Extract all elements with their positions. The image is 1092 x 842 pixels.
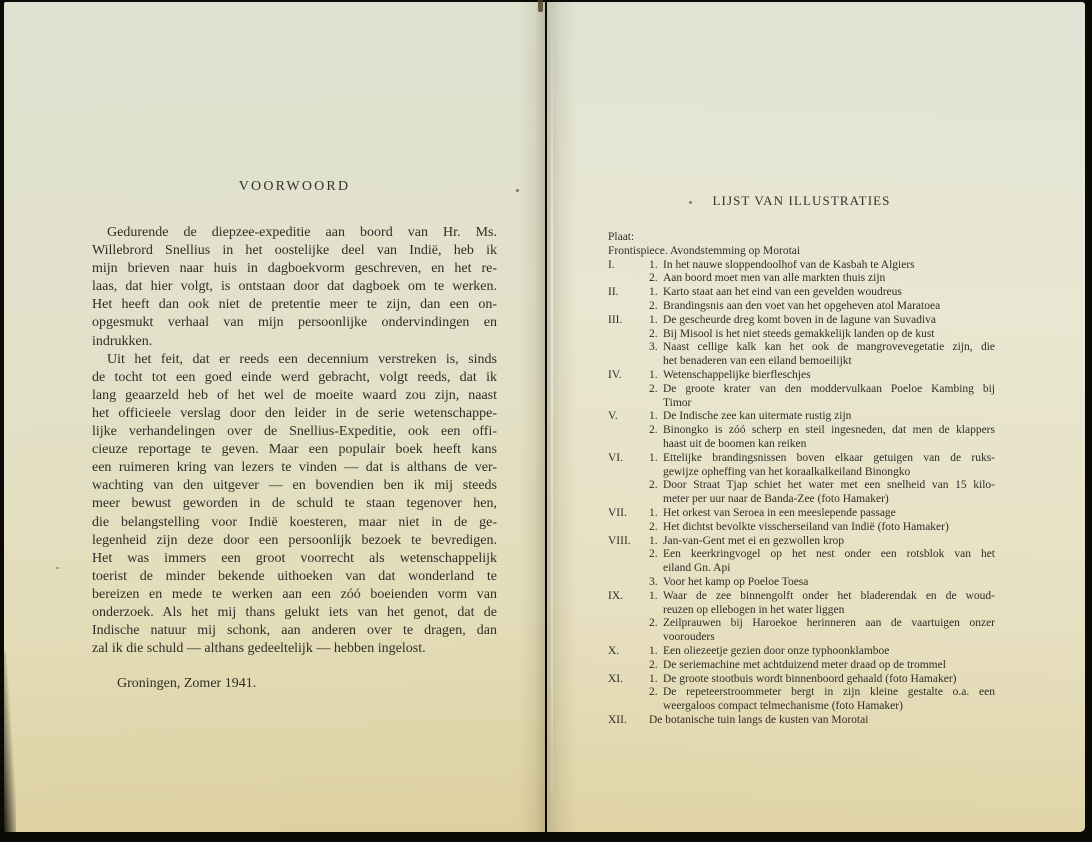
item-number: 1. <box>649 534 658 547</box>
plate-entry <box>608 286 995 314</box>
item-number: 3. <box>649 341 658 354</box>
text-line: meer bewust geworden in de schuld te staan tegenover hen, <box>92 496 497 512</box>
plate-entry <box>608 535 995 590</box>
illustration-item <box>649 590 995 618</box>
text-line: Het orkest van Seroea in een meeslepende passage <box>663 506 896 519</box>
item-number: 2. <box>649 382 658 395</box>
item-number: 2. <box>649 479 658 492</box>
item-number: 1. <box>649 368 658 381</box>
text-line: Waar de zee binnengolft onder het bladerendak en de woud- <box>663 589 995 602</box>
entry-numeral: IV. <box>608 368 622 381</box>
text-line: reuzen op ellebogen in het water liggen <box>663 603 845 616</box>
text-line: De botanische tuin langs de kusten van Morotai <box>649 713 869 726</box>
illustration-item <box>649 521 995 535</box>
text-line: Gedurende de diepzee-expeditie aan boord van Hr. Ms. <box>107 225 497 240</box>
text-line: Brandingsnis aan den voet van het opgeheven atol Maratoea <box>663 299 941 312</box>
text-line: Naast cellige kalk kan het ook de mangrovevegetatie zijn, die <box>663 341 995 354</box>
item-number: 1. <box>649 506 658 519</box>
item-number: 1. <box>649 258 658 271</box>
text-line: wachting van den uitgever — en bovendien ben ik mij steeds <box>92 478 497 494</box>
text-line: voorouders <box>663 631 715 644</box>
entry-numeral: III. <box>608 313 623 326</box>
item-number: 2. <box>649 272 658 285</box>
item-number: 2. <box>649 548 658 561</box>
item-number: 1. <box>649 410 658 423</box>
text-line: Aan boord moet men van alle markten thuis zijn <box>663 272 886 285</box>
entry-numeral: V. <box>608 410 618 423</box>
entry-numeral: II. <box>608 286 619 299</box>
plate-entry <box>608 259 995 287</box>
paragraph <box>92 224 497 351</box>
illustration-item <box>649 424 995 452</box>
item-number: 2. <box>649 299 658 312</box>
text-line: De groote stootbuis wordt binnenboord gehaald (foto Hamaker) <box>663 672 957 685</box>
foreword-content <box>92 178 497 693</box>
item-number: 2. <box>649 658 658 671</box>
text-line: Zeilprauwen bij Haroekoe herinneren aan de vaartuigen onzer <box>663 617 995 630</box>
left-page <box>4 2 545 832</box>
plate-entry <box>608 314 995 369</box>
text-line: mijn brieven naar huis in dagboekvorm geschreven, en het re- <box>92 261 497 277</box>
illustration-item <box>649 300 995 314</box>
illustration-item <box>649 617 995 645</box>
item-number: 2. <box>649 327 658 340</box>
text-line: De gescheurde dreg komt boven in de lagune van Suvadiva <box>663 313 937 326</box>
column-label: Plaat: <box>608 231 635 243</box>
page-title-voorwoord: VOORWOORD <box>238 179 351 194</box>
text-line: haast uit de boomen kan reiken <box>663 437 807 450</box>
book-spread <box>4 2 1085 832</box>
foreword-paragraphs <box>92 224 497 658</box>
entry-numeral: XI. <box>608 672 624 685</box>
text-line: lang geaarzeld heb of het wel de moeite waard zou zijn, naast <box>92 387 497 403</box>
illustration-item <box>649 410 995 424</box>
text-line: opgesmukt verhaal van mijn persoonlijke ondervindingen en <box>92 315 497 331</box>
entry-numeral: IX. <box>608 589 624 602</box>
text-line: laas, dat hier volgt, is ontstaan door dat dagboek om te werken. <box>92 279 497 295</box>
illustration-item <box>649 272 995 286</box>
text-line: het benaderen van een eiland bemoeilijkt <box>663 355 852 368</box>
text-line: De repeteerstroommeter bergt in zijn kleine gestalte o.a. een <box>663 686 995 699</box>
text-line: gewijze opheffing van het koraalkalkeiland Binongko <box>663 465 911 478</box>
text-line: toerist de minder bekende uithoeken van dat wonderland te <box>92 568 497 584</box>
illustration-item <box>649 645 995 659</box>
item-number: 1. <box>649 286 658 299</box>
text-line: legenheid zijn deze door een persoonlijk bezoek te bevredigen. <box>92 532 497 548</box>
text-line: meter per uur naar de Banda-Zee (foto Hamaker) <box>663 493 889 506</box>
illustration-item <box>649 479 995 507</box>
plate-entries <box>608 259 995 728</box>
text-line: Voor het kamp op Poeloe Toesa <box>663 575 809 588</box>
item-number: 2. <box>649 686 658 699</box>
illustration-item <box>649 286 995 300</box>
illustration-list-content <box>608 192 995 728</box>
text-line: cieuze reportage te geven. Maar een populair boek heeft kans <box>92 442 497 458</box>
text-line: Door Straat Tjap schiet het water met een snelheid van 15 kilo- <box>663 479 995 492</box>
entry-numeral: VII. <box>608 506 627 519</box>
text-line: Wetenschappelijke bierfleschjes <box>663 368 811 381</box>
text-line: eiland Gn. Api <box>663 562 731 575</box>
text-line: lijke verhandelingen over de Snellius-Expeditie, ook een offi- <box>92 424 497 440</box>
text-line: Bij Misool is het niet steeds gemakkelijk landen op de kust <box>663 327 935 340</box>
text-line: zal ik die schuld — althans gedeeltelijk — hebben ingelost. <box>92 641 426 657</box>
text-line: een ruimeren kring van lezers te vinden — dat is althans de ver- <box>92 460 497 476</box>
right-page <box>547 2 1085 832</box>
item-number: 3. <box>649 575 658 588</box>
item-number: 1. <box>649 313 658 326</box>
text-line: onderzoek. Als het mij thans gelukt iets van het genot, dat de <box>92 604 497 620</box>
item-number: 1. <box>649 589 658 602</box>
illustration-item <box>649 341 995 369</box>
frontispiece-entry: Frontispiece. Avondstemming op Morotai <box>608 244 801 257</box>
text-line: Binongko is zóó scherp en steil ingesneden, dat men de klappers <box>663 424 995 437</box>
text-line: Een keerkringvogel op het nest onder een rotsblok van het <box>663 548 995 561</box>
illustration-item <box>649 659 995 673</box>
plate-entry <box>608 410 995 451</box>
item-number: 1. <box>649 672 658 685</box>
illustration-item <box>649 576 995 590</box>
plate-entry <box>608 369 995 410</box>
entry-numeral: XII. <box>608 713 627 726</box>
text-line: Uit het feit, dat er reeds een decennium verstreken is, sinds <box>107 351 497 367</box>
text-line: de tocht tot een goed einde werd gebracht, volgt reeds, dat ik <box>92 369 497 385</box>
spine-top-mark <box>538 0 543 12</box>
item-number: 1. <box>649 451 658 464</box>
text-line: die belangstelling voor Indië koesteren, maar niet in de ge- <box>92 514 497 530</box>
plate-entry <box>608 507 995 535</box>
illustration-item <box>649 507 995 521</box>
entry-numeral: VI. <box>608 451 624 464</box>
text-line: Karto staat aan het eind van een gevelden woudreus <box>663 286 902 299</box>
illustration-item <box>649 686 995 714</box>
text-line: bereizen en mede te werken aan een zóó boeienden vorm van <box>92 586 497 602</box>
illustration-item <box>649 548 995 576</box>
illustration-item <box>649 369 995 383</box>
illustration-item <box>649 535 995 549</box>
text-line: Willebrord Snellius in het oostelijke deel van Indië, heb ik <box>92 243 497 259</box>
text-line: het officieele verslag door den leider in de serie wetenschappe- <box>92 405 497 421</box>
text-line: Een oliezeetje gezien door onze typhoonklamboe <box>663 644 890 657</box>
item-number: 2. <box>649 520 658 533</box>
text-line: Jan-van-Gent met ei en gezwollen krop <box>663 534 845 547</box>
item-number: 2. <box>649 617 658 630</box>
plate-entry <box>608 590 995 645</box>
text-line: De seriemachine met achtduizend meter draad op de trommel <box>663 658 946 671</box>
text-line: Het was immers een groot voorrecht als wetenschappelijk <box>92 550 497 566</box>
illustration-item <box>649 314 995 328</box>
illustration-item <box>649 673 995 687</box>
text-line: Het heeft dan ook niet de pretentie meer te zijn, dan een on- <box>92 297 497 313</box>
plate-entry <box>608 645 995 673</box>
illustration-item <box>649 714 995 728</box>
entry-numeral: VIII. <box>608 534 631 547</box>
entry-numeral: X. <box>608 644 620 657</box>
plate-entry <box>608 673 995 714</box>
entry-numeral: I. <box>608 258 615 271</box>
list-header <box>608 231 995 259</box>
text-line: De Indische zee kan uitermate rustig zijn <box>663 410 852 423</box>
illustration-item <box>649 328 995 342</box>
item-number: 1. <box>649 644 658 657</box>
text-line: In het nauwe sloppendoolhof van de Kasbah te Algiers <box>663 258 915 271</box>
illustration-item <box>649 259 995 273</box>
paragraph <box>92 351 497 659</box>
item-number: 2. <box>649 424 658 437</box>
signature-line: Groningen, Zomer 1941. <box>117 676 257 692</box>
illustration-item <box>649 383 995 411</box>
text-line: De groote krater van den moddervulkaan Poeloe Kambing bij <box>663 382 995 395</box>
plate-entry <box>608 714 995 728</box>
text-line: Indische natuur mij schonk, aan anderen over te dragen, dan <box>92 623 497 639</box>
plate-entry <box>608 452 995 507</box>
text-line: Timor <box>663 396 692 409</box>
page-title-lijst-van-illustraties: LIJST VAN ILLUSTRATIES <box>712 193 891 208</box>
text-line: indrukken. <box>92 333 153 349</box>
text-line: weergaloos compact telmechanisme (foto Hamaker) <box>663 700 903 713</box>
text-line: Ettelijke brandingsnissen boven elkaar getuigen van de ruks- <box>663 451 995 464</box>
text-line: Het dichtst bevolkte visscherseiland van Indië (foto Hamaker) <box>663 520 949 533</box>
illustration-item <box>649 452 995 480</box>
